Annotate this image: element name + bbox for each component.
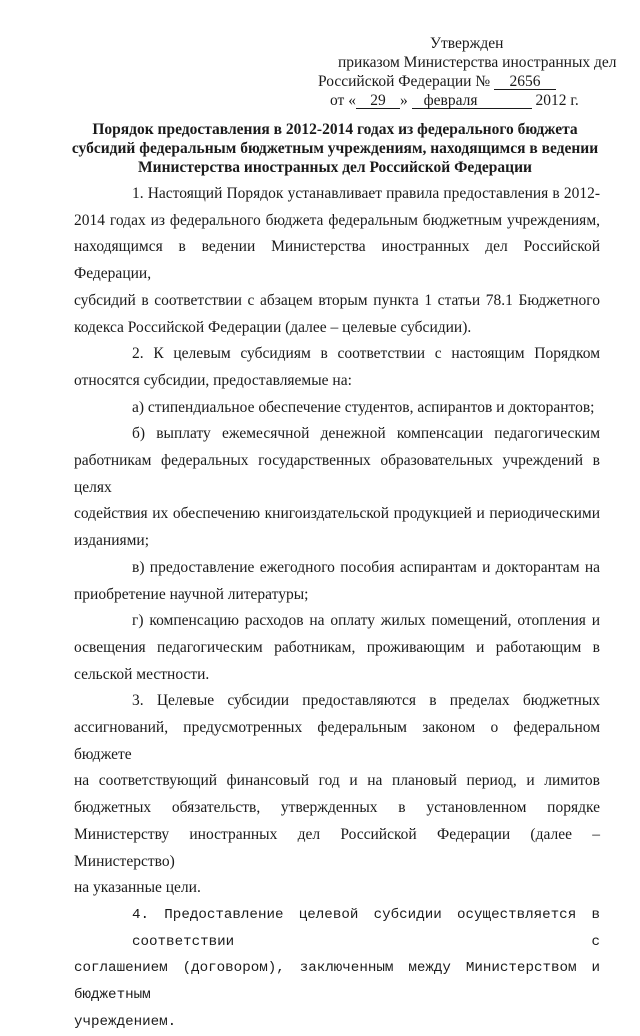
approval-block [318, 34, 618, 110]
paragraph-4 [74, 902, 600, 1036]
title-line-1: Порядок предоставления в 2012-2014 годах из федерального бюджета [92, 121, 578, 138]
pb-line-2: работникам федеральных государственных образовательных учреждений в целях [74, 452, 600, 496]
p1-line-5: кодекса Российской Федерации (далее – целевые субсидии). [74, 318, 472, 336]
p4-line-2: соглашением (договором), заключенным между Министерством и бюджетным [74, 960, 600, 1004]
title-line-2: субсидий федеральным бюджетным учреждениям, находящимся в ведении [71, 140, 599, 157]
pb-line-4: изданиями; [74, 532, 150, 550]
approval-federation-line [318, 72, 618, 91]
date-month: февраля [412, 93, 532, 109]
date-mid: » [399, 92, 408, 109]
paragraph-g [74, 608, 600, 688]
pv-line-1: в) предоставление ежегодного пособия аспирантам и докторантам на [132, 558, 600, 576]
date-year: 2012 г. [535, 92, 579, 109]
p3-line-5: Министерству иностранных дел Российской Федерации (далее – Министерство) [74, 825, 600, 870]
p3-line-1: 3. Целевые субсидии предоставляются в пределах бюджетных [132, 692, 600, 710]
p1-line-2: 2014 годах из федерального бюджета федеральным бюджетным учреждениям, [74, 211, 600, 229]
pg-line-3: сельской местности. [74, 665, 210, 683]
p2-line-2: относятся субсидии, предоставляемые на: [74, 371, 352, 389]
pb-line-1: б) выплату ежемесячной денежной компенсации педагогическим [132, 425, 600, 443]
date-prefix: от « [330, 92, 356, 109]
paragraph-v [74, 555, 600, 608]
pg-line-2: освещения педагогическим работникам, проживающим и работающим в [74, 638, 600, 656]
pv-line-2: приобретение научной литературы; [74, 585, 309, 603]
p3-line-6: на указанные цели. [74, 879, 201, 897]
p1-line-4: субсидий в соответствии с абзацем вторым пункта 1 статьи 78.1 Бюджетного [74, 291, 600, 309]
approval-heading: Утвержден [430, 35, 504, 52]
pa-line-1: а) стипендиальное обеспечение студентов, аспирантов и докторантов; [132, 398, 595, 416]
document-body [74, 181, 600, 1036]
paragraph-1 [74, 181, 600, 341]
date-day: 29 [356, 93, 400, 109]
paragraph-3 [74, 688, 600, 902]
paragraph-a [74, 395, 600, 422]
approval-order-line: приказом Министерства иностранных дел [338, 54, 617, 71]
p3-line-4: бюджетных обязательств, утвержденных в установленном порядке [74, 799, 600, 817]
p2-line-1: 2. К целевым субсидиям в соответствии с настоящим Порядком [132, 345, 600, 363]
p3-line-3: на соответствующий финансовый год и на плановый период, и лимитов [74, 772, 600, 790]
order-number: 2656 [494, 74, 556, 90]
p1-line-3: находящимся в ведении Министерства иностранных дел Российской Федерации, [74, 238, 600, 283]
approval-date-line [318, 91, 618, 110]
paragraph-b [74, 421, 600, 555]
paragraph-2 [74, 341, 600, 394]
title-line-3: Министерства иностранных дел Российской Федерации [138, 159, 532, 176]
pb-line-3: содействия их обеспечению книгоиздательской продукцией и периодическими [74, 505, 600, 523]
approval-federation-prefix: Российской Федерации № [318, 73, 491, 90]
p1-line-1: 1. Настоящий Порядок устанавливает правила предоставления в 2012- [132, 185, 600, 202]
document-title [70, 120, 600, 177]
p4-line-1: 4. Предоставление целевой субсидии осуществляется в соответствии с [132, 906, 600, 950]
pg-line-1: г) компенсацию расходов на оплату жилых помещений, отопления и [132, 612, 600, 630]
p3-line-2: ассигнований, предусмотренных федеральным законом о федеральном бюджете [74, 719, 600, 763]
p4-line-3: учреждением. [74, 1013, 177, 1030]
